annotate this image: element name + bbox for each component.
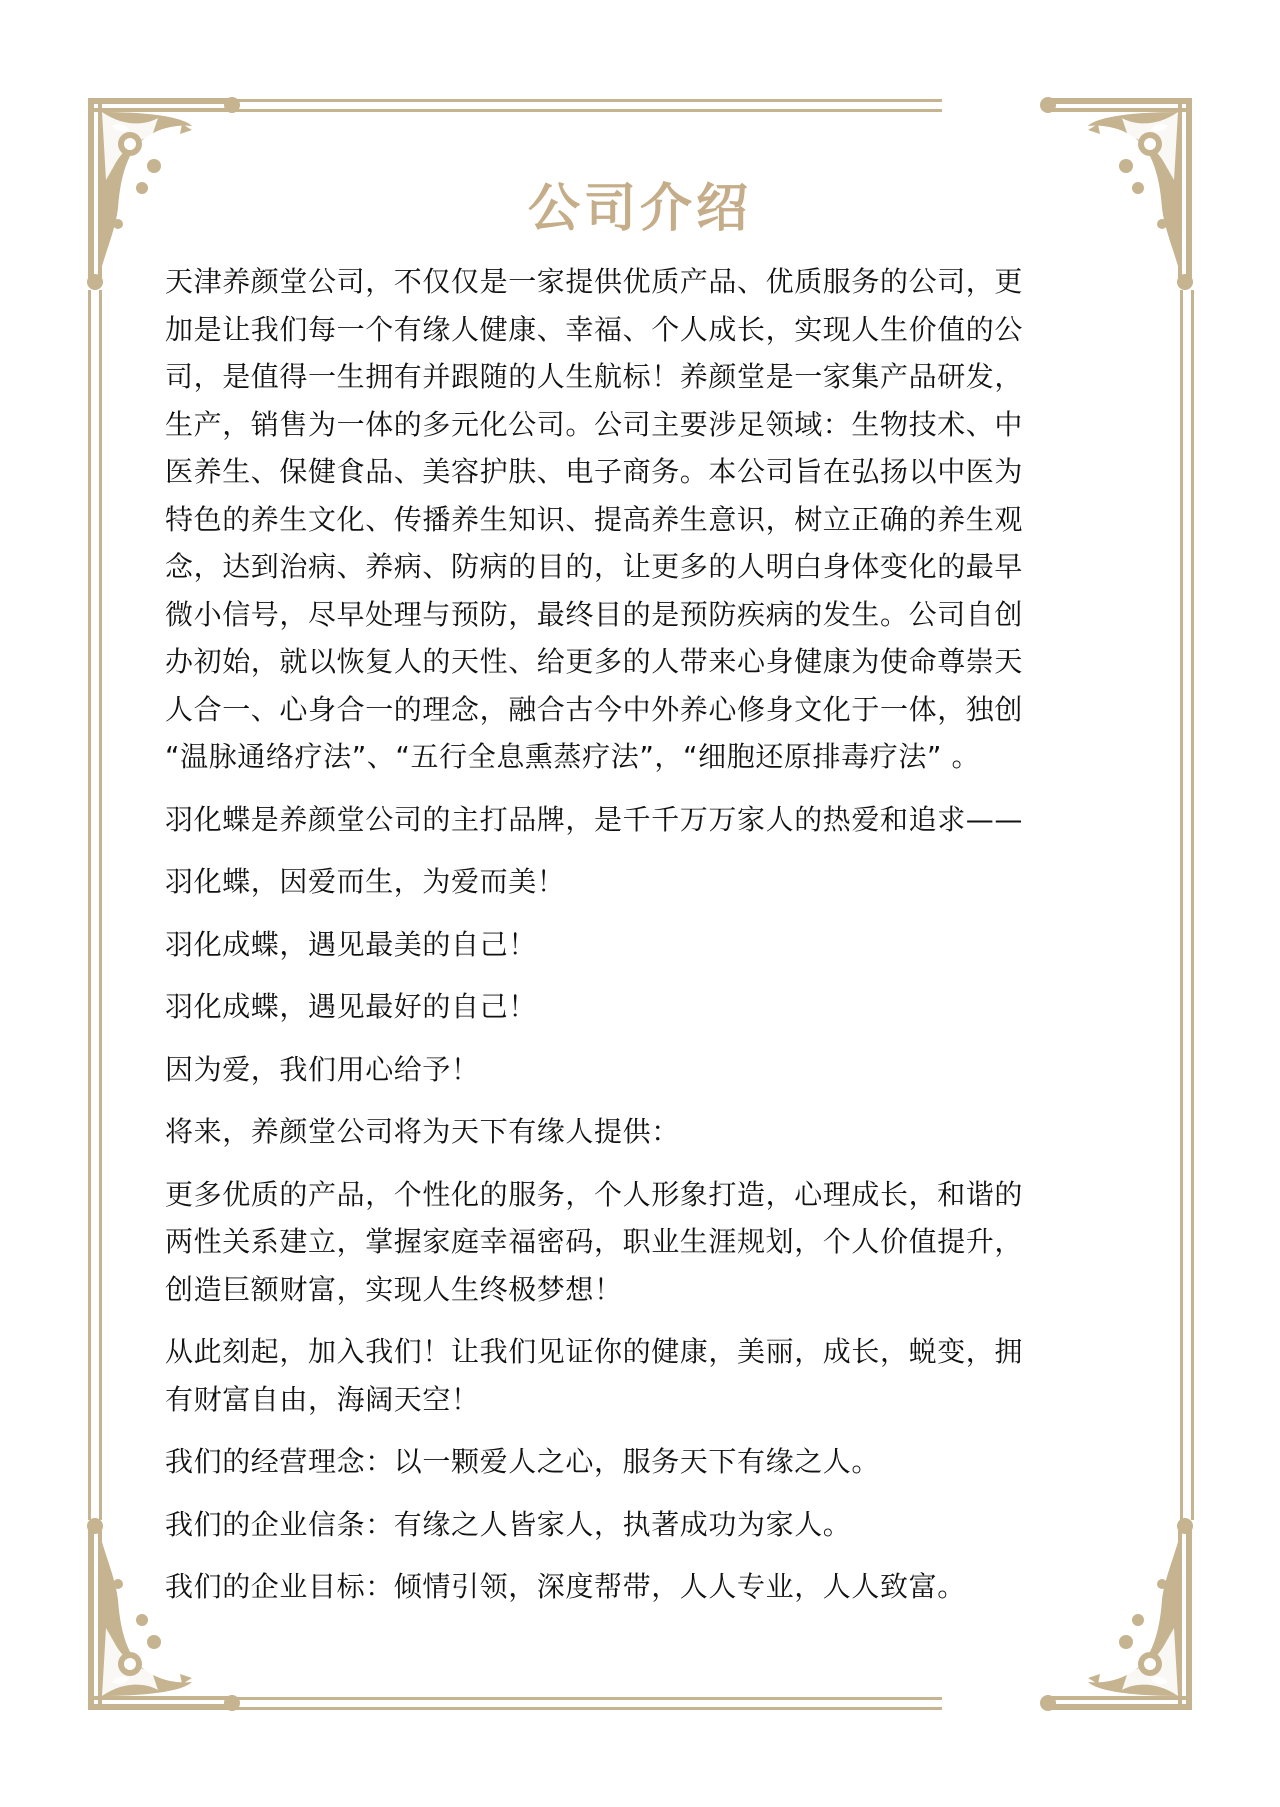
frame-left-inner-line	[99, 290, 102, 1520]
future-line: 创造巨额财富，实现人生终极梦想！	[165, 1272, 623, 1306]
principle-paragraph	[165, 1563, 1135, 1611]
page-title: 公司介绍	[527, 179, 752, 239]
brand-paragraph	[165, 796, 1135, 844]
slogan-line: 羽化成蝶，遇见最好的自己！	[165, 990, 537, 1023]
slogan-line: 羽化蝶，因爱而生，为爱而美！	[165, 865, 566, 898]
intro-line: “温脉通络疗法”、“五行全息熏蒸疗法”，“细胞还原排毒疗法” 。	[165, 740, 981, 773]
intro-line: 加是让我们每一个有缘人健康、幸福、个人成长，实现人生价值的公	[165, 312, 1024, 346]
intro-line: 微小信号，尽早处理与预防，最终目的是预防疾病的发生。公司自创	[165, 597, 1024, 631]
principle-paragraph	[165, 1501, 1135, 1549]
join-line: 从此刻起，加入我们！让我们见证你的健康，美丽，成长，蜕变，拥	[165, 1335, 1024, 1368]
join-line: 有财富自由，海阔天空！	[165, 1382, 480, 1416]
frame-left-outer-line	[88, 290, 91, 1520]
future-paragraph	[165, 1171, 1135, 1314]
frame-top-outer-line	[226, 99, 942, 102]
frame-right-outer-line	[1191, 290, 1194, 1520]
intro-line: 医养生、保健食品、美容护肤、电子商务。本公司旨在弘扬以中医为	[165, 455, 1024, 488]
intro-line: 司，是值得一生拥有并跟随的人生航标！养颜堂是一家集产品研发，	[165, 360, 1024, 393]
intro-line: 办初始，就以恢复人的天性、给更多的人带来心身健康为使命尊崇天	[165, 645, 1024, 678]
future-line: 两性关系建立，掌握家庭幸福密码，职业生涯规划，个人价值提升，	[165, 1225, 1024, 1258]
intro-line: 人合一、心身合一的理念，融合古今中外养心修身文化于一体，独创	[165, 692, 1024, 726]
intro-line: 天津养颜堂公司，不仅仅是一家提供优质产品、优质服务的公司，更	[165, 265, 1024, 298]
frame-right-inner-line	[1180, 290, 1183, 1520]
slogan-paragraph	[165, 1108, 1135, 1156]
slogan-line: 因为爱，我们用心给予！	[165, 1052, 480, 1086]
slogan-line: 羽化成蝶，遇见最美的自己！	[165, 927, 537, 961]
principle-business-philosophy: 我们的经营理念：以一颗爱人之心，服务天下有缘之人。	[165, 1445, 881, 1478]
principle-paragraph	[165, 1438, 1135, 1486]
slogan-paragraph	[165, 921, 1135, 969]
intro-line: 特色的养生文化、传播养生知识、提高养生意识，树立正确的养生观	[165, 502, 1024, 536]
intro-line: 生产，销售为一体的多元化公司。公司主要涉足领域：生物技术、中	[165, 407, 1024, 441]
slogan-paragraph	[165, 1046, 1135, 1094]
document-body	[165, 258, 1135, 1611]
frame-bottom-outer-line	[226, 1707, 942, 1710]
principle-enterprise-goal: 我们的企业目标：倾情引领，深度帮带，人人专业，人人致富。	[165, 1570, 966, 1603]
slogan-line: 将来，养颜堂公司将为天下有缘人提供：	[165, 1115, 680, 1148]
intro-paragraph	[165, 258, 1135, 781]
frame-top-inner-line	[226, 109, 942, 112]
join-paragraph	[165, 1328, 1135, 1423]
brand-line: 羽化蝶是养颜堂公司的主打品牌，是千千万万家人的热爱和追求——	[165, 802, 1024, 836]
slogan-paragraph	[165, 983, 1135, 1031]
future-line: 更多优质的产品，个性化的服务，个人形象打造，心理成长，和谐的	[165, 1177, 1024, 1211]
principle-enterprise-creed: 我们的企业信条：有缘之人皆家人，执著成功为家人。	[165, 1507, 852, 1541]
slogan-paragraph	[165, 858, 1135, 906]
intro-line: 念，达到治病、养病、防病的目的，让更多的人明白身体变化的最早	[165, 550, 1024, 583]
frame-bottom-inner-line	[226, 1697, 942, 1700]
